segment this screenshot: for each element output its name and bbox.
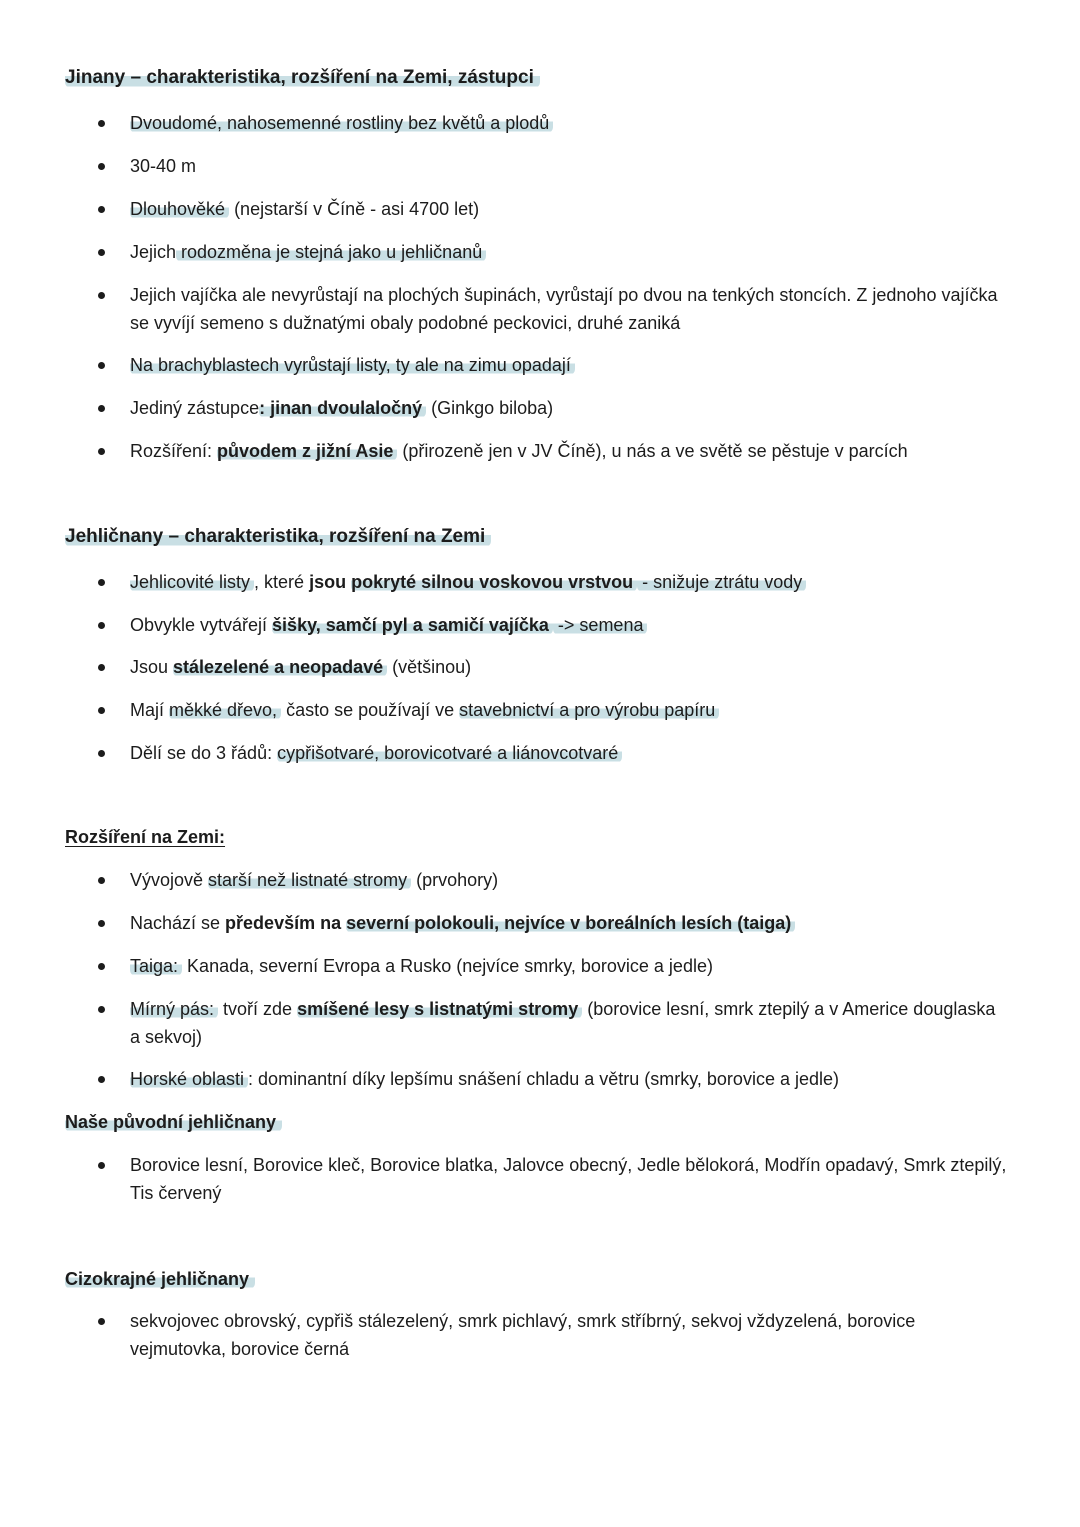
section-heading-jinany: Jinany – charakteristika, rozšíření na Zemi, zástupci xyxy=(65,66,540,90)
section-heading-cizokrajne: Cizokrajné jehličnany xyxy=(65,1267,255,1291)
list-item: Horské oblasti : dominantní díky lepšímu snášení chladu a větru (smrky, borovice a jedle) xyxy=(130,1065,1010,1093)
section-heading-jehlicnany: Jehličnany – charakteristika, rozšíření na Zemi xyxy=(65,525,491,549)
list-item: 30-40 m xyxy=(130,152,1010,180)
list-item: Nachází se především na severní polokouli, nejvíce v boreálních lesích (taiga) xyxy=(130,909,1010,937)
list-item: Mírný pás: tvoří zde smíšené lesy s listnatými stromy (borovice lesní, smrk ztepilý a v Americe douglaska a sekvoj) xyxy=(130,995,1010,1051)
list-item: Dvoudomé, nahosemenné rostliny bez květů a plodů xyxy=(130,109,1010,137)
list-item: Jejich vajíčka ale nevyrůstají na plochých šupinách, vyrůstají po dvou na tenkých stoncích. Z jednoho vajíčka se vyvíjí semeno s dužnatými obaly podobné peckovici, druhé zaniká xyxy=(130,281,1010,337)
list-item: Jejich rodozměna je stejná jako u jehličnanů xyxy=(130,238,1010,266)
list-item: Dělí se do 3 řádů: cypřišotvaré, borovicotvaré a liánovcotvaré xyxy=(130,739,1010,767)
list-item: Mají měkké dřevo, často se používají ve stavebnictví a pro výrobu papíru xyxy=(130,696,1010,724)
list-item: Jsou stálezelené a neopadavé (většinou) xyxy=(130,653,1010,681)
list-item: Obvykle vytvářejí šišky, samčí pyl a samičí vajíčka -> semena xyxy=(130,611,1010,639)
list-item: Jehlicovité listy , které jsou pokryté silnou voskovou vrstvou - snižuje ztrátu vody xyxy=(130,568,1010,596)
list-item: Dlouhověké (nejstarší v Číně - asi 4700 let) xyxy=(130,195,1010,223)
section-heading-rozsireni: Rozšíření na Zemi: xyxy=(65,827,226,847)
list-item: Borovice lesní, Borovice kleč, Borovice blatka, Jalovce obecný, Jedle bělokorá, Modřín opadavý, Smrk ztepilý, Tis červený xyxy=(130,1151,1010,1207)
section-heading-puvodni: Naše původní jehličnany xyxy=(65,1110,282,1134)
list-item: Vývojově starší než listnaté stromy (prvohory) xyxy=(130,866,1010,894)
list-item: sekvojovec obrovský, cypřiš stálezelený, smrk pichlavý, smrk stříbrný, sekvoj vždyzelená, borovice vejmutovka, borovice černá xyxy=(130,1307,1010,1363)
list-item: Jediný zástupce: jinan dvoulaločný (Ginkgo biloba) xyxy=(130,394,1010,422)
list-item: Na brachyblastech vyrůstají listy, ty ale na zimu opadají xyxy=(130,351,1010,379)
list-item: Taiga: Kanada, severní Evropa a Rusko (nejvíce smrky, borovice a jedle) xyxy=(130,952,1010,980)
list-item: Rozšíření: původem z jižní Asie (přirozeně jen v JV Číně), u nás a ve světě se pěstuje v parcích xyxy=(130,437,1010,465)
